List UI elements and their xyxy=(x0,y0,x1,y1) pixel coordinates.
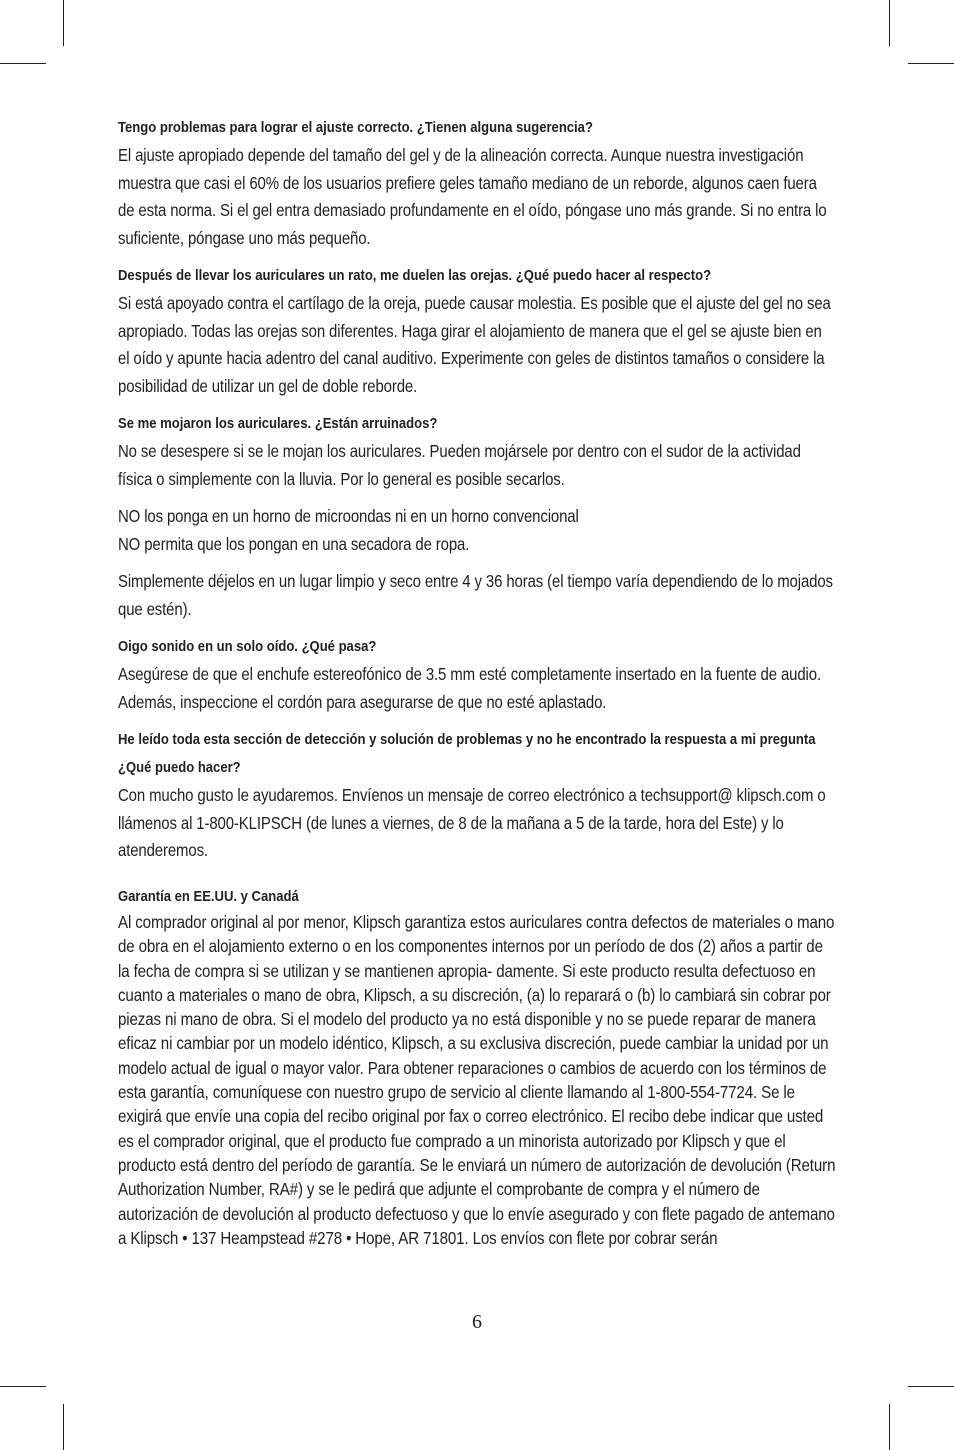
faq-answer: Simplemente déjelos en un lugar limpio y seco entre 4 y 36 horas (el tiempo varía dependiendo de lo mojados que estén). xyxy=(118,571,833,619)
faq-item xyxy=(118,262,836,400)
faq-question: Se me mojaron los auriculares. ¿Están arruinados? xyxy=(118,415,438,432)
crop-mark xyxy=(0,63,46,64)
faq-item xyxy=(118,410,836,623)
crop-mark xyxy=(889,1404,890,1450)
page-number: 6 xyxy=(472,1311,482,1333)
faq-item xyxy=(118,114,836,252)
crop-mark xyxy=(889,0,890,46)
warranty-title: Garantía en EE.UU. y Canadá xyxy=(118,888,299,905)
faq-question: Después de llevar los auriculares un rato, me duelen las orejas. ¿Qué puedo hacer al respecto? xyxy=(118,267,712,284)
faq-answer: Si está apoyado contra el cartílago de la oreja, puede causar molestia. Es posible que el ajuste del gel no sea apropiado. Todas las orejas son diferentes. Haga girar el alojamiento de manera que el gel se ajuste bien en el oído y apunte hacia adentro del canal auditivo. Experimente con geles de distintos tamaños o considere la posibilidad de utilizar un gel de doble reborde. xyxy=(118,293,831,396)
faq-warning: NO los ponga en un horno de microondas ni en un horno convencional NO permita que los pongan en una secadora de ropa. xyxy=(118,506,579,554)
faq-question: Tengo problemas para lograr el ajuste correcto. ¿Tienen alguna sugerencia? xyxy=(118,119,593,136)
crop-mark xyxy=(63,1404,64,1450)
warranty-body: Al comprador original al por menor, Klipsch garantiza estos auriculares contra defectos de materiales o mano de obra en el alojamiento externo o en los componentes internos por un período de dos (2) años a partir de la fecha de compra si se utilizan y se mantienen apropia- damente. Si este producto resulta defectuoso en cuanto a materiales o mano de obra, Klipsch, a su discreción, (a) lo reparará o (b) lo cambiará sin cobrar por piezas ni mano de obra. Si el modelo del producto ya no está disponible y no se puede reparar de manera eficaz ni cambiar por un modelo idéntico, Klipsch, a su exclusiva discreción, puede cambiar la unidad por un modelo actual de igual o mayor valor. Para obtener reparaciones o cambios de acuerdo con los términos de esta garantía, comuníquese con nuestro grupo de servicio al cliente llamando al 1-800-554-7724. Se le exigirá que envíe una copia del recibo original por fax o correo electrónico. El recibo debe indicar que usted es el comprador original, que el producto fue comprado a un minorista autorizado por Klipsch y que el producto está dentro del período de garantía. Se le enviará un número de autorización de devolución (Return Authorization Number, RA#) y se le pedirá que adjunte el comprobante de compra y el número de autorización de devolución al producto defectuoso y que lo envíe asegurado y con flete pagado de antemano a Klipsch • 137 Heampstead #278 • Hope, AR 71801. Los envíos con flete por cobrar serán xyxy=(118,912,836,1248)
faq-section xyxy=(118,114,836,875)
crop-mark xyxy=(0,1386,46,1387)
faq-answer: Con mucho gusto le ayudaremos. Envíenos un mensaje de correo electrónico a techsupport@ klipsch.com o llámenos al 1-800-KLIPSCH (de lunes a viernes, de 8 de la mañana a 5 de la tarde, hora del Este) y lo atenderemos. xyxy=(118,785,826,860)
crop-mark xyxy=(63,0,64,46)
crop-mark xyxy=(908,1386,954,1387)
faq-answer: El ajuste apropiado depende del tamaño del gel y de la alineación correcta. Aunque nuestra investigación muestra que casi el 60% de los usuarios prefiere geles tamaño mediano de un reborde, algunos caen fuera de esta norma. Si el gel entra demasiado profundamente en el oído, póngase uno más grande. Si no entra lo suficiente, póngase uno más pequeño. xyxy=(118,145,827,248)
faq-question: Oigo sonido en un solo oído. ¿Qué pasa? xyxy=(118,638,377,655)
faq-answer: Asegúrese de que el enchufe estereofónico de 3.5 mm esté completamente insertado en la fuente de audio. Además, inspeccione el cordón para asegurarse de que no esté aplastado. xyxy=(118,664,821,712)
warranty-section xyxy=(118,884,836,1250)
crop-mark xyxy=(908,63,954,64)
faq-item xyxy=(118,726,836,865)
faq-answer: No se desespere si se le mojan los auriculares. Pueden mojársele por dentro con el sudor de la actividad física o simplemente con la lluvia. Por lo general es posible secarlos. xyxy=(118,441,801,489)
faq-question: He leído toda esta sección de detección y solución de problemas y no he encontrado la respuesta a mi pregunta ¿Qué puedo hacer? xyxy=(118,731,816,776)
faq-item xyxy=(118,633,836,716)
